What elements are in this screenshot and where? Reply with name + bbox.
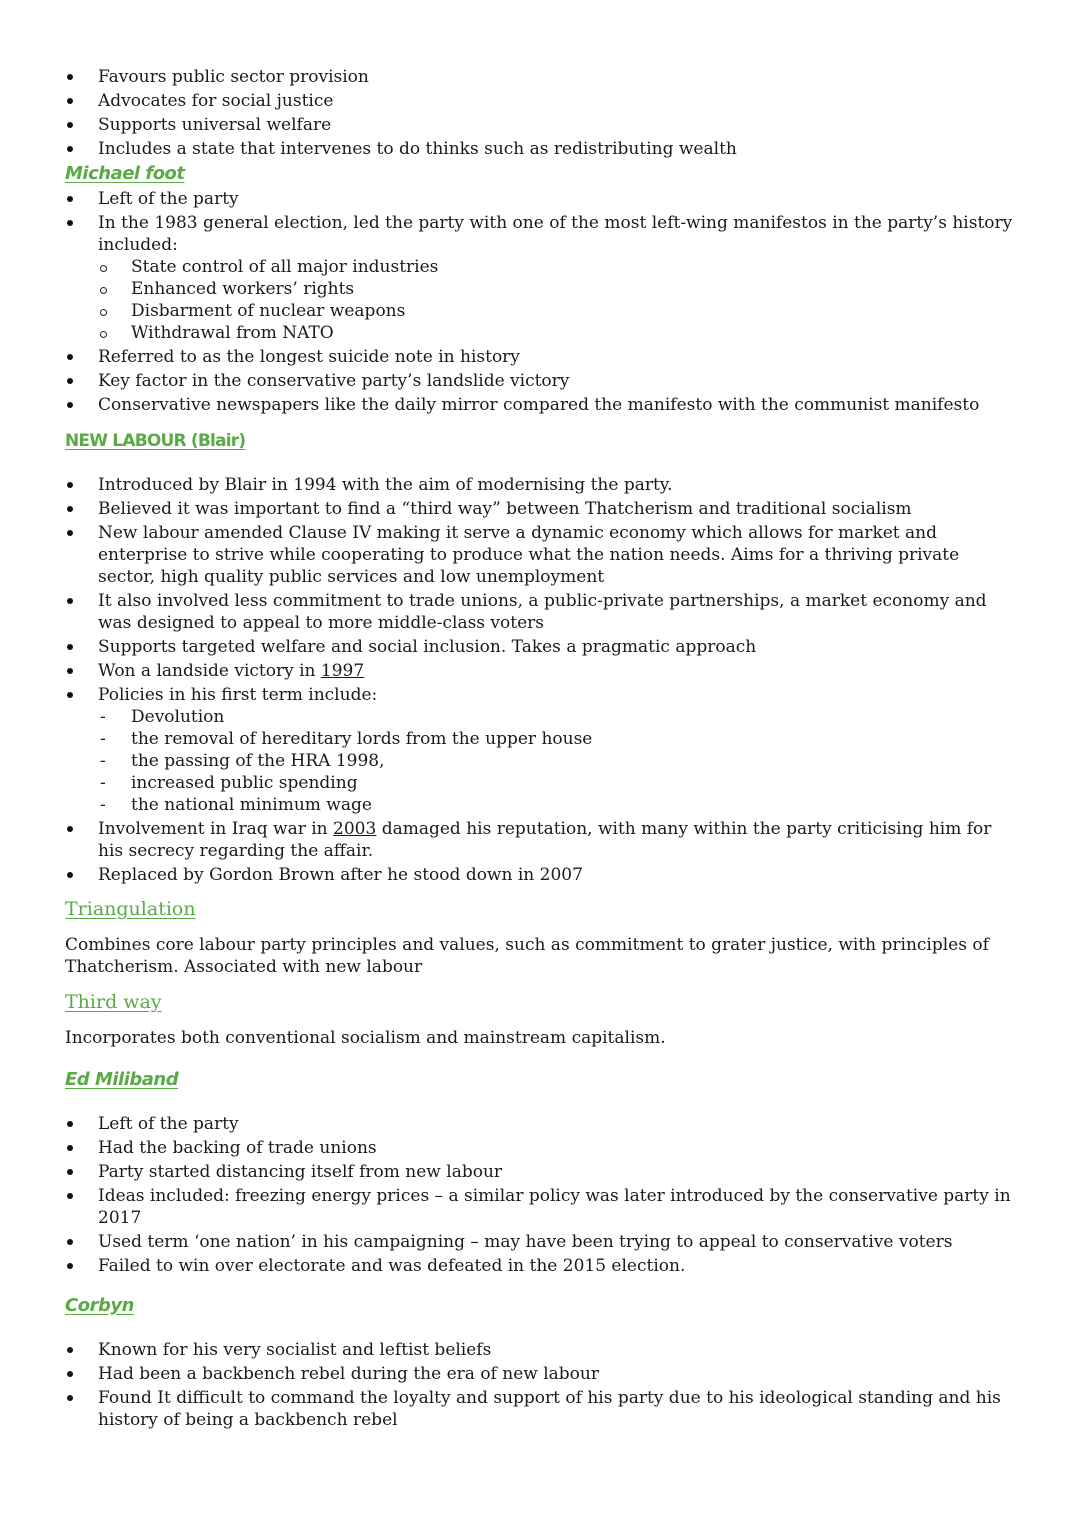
list-item-text: In the 1983 general election, led the party with one of the most left-wing manifestos in the party’s history included: (98, 213, 1013, 255)
intro-bullet-list (65, 66, 1020, 160)
third-way-text: Incorporates both conventional socialism and mainstream capitalism. (65, 1028, 666, 1048)
list-item-text: Policies in his first term include: (98, 685, 378, 705)
sub-list-item: Disbarment of nuclear weapons (98, 300, 1020, 322)
list-item: Found It difficult to command the loyalty and support of his party due to his ideological standing and his history of being a backbench rebel (65, 1387, 1020, 1431)
list-item: Used term ‘one nation’ in his campaigning – may have been trying to appeal to conservative voters (65, 1231, 1020, 1253)
list-item: Conservative newspapers like the daily mirror compared the manifesto with the communist manifesto (65, 394, 1020, 416)
list-item: Includes a state that intervenes to do thinks such as redistributing wealth (65, 138, 1020, 160)
list-item: Supports targeted welfare and social inclusion. Takes a pragmatic approach (65, 636, 1020, 658)
heading-corbyn: Corbyn (65, 1295, 134, 1316)
blair-policy-list (98, 706, 1020, 816)
sub-list-item: State control of all major industries (98, 256, 1020, 278)
list-item: Believed it was important to find a “third way” between Thatcherism and traditional socialism (65, 498, 1020, 520)
list-item (65, 684, 1020, 816)
sub-list-item: - the national minimum wage (98, 794, 1020, 816)
year-2003: 2003 (333, 819, 377, 839)
list-item: Ideas included: freezing energy prices – a similar policy was later introduced by the conservative party in 2017 (65, 1185, 1020, 1229)
year-1997: 1997 (320, 661, 365, 681)
list-item: New labour amended Clause IV making it serve a dynamic economy which allows for market and enterprise to strive while cooperating to produce what the nation needs. Aims for a thriving private sector, high quality public services and low unemployment (65, 522, 1020, 588)
foot-bullet-list (65, 188, 1020, 416)
sub-list-item: - the removal of hereditary lords from the upper house (98, 728, 1020, 750)
list-item: Advocates for social justice (65, 90, 1020, 112)
list-item: Known for his very socialist and leftist beliefs (65, 1339, 1020, 1361)
sub-list-item: - Devolution (98, 706, 1020, 728)
sub-list-item: Withdrawal from NATO (98, 322, 1020, 344)
sub-list-item: - the passing of the HRA 1998, (98, 750, 1020, 772)
heading-new-labour: NEW LABOUR (Blair) (65, 431, 246, 451)
list-item: Left of the party (65, 188, 1020, 210)
list-item: Favours public sector provision (65, 66, 1020, 88)
foot-sub-list (98, 256, 1020, 344)
list-item: Failed to win over electorate and was defeated in the 2015 election. (65, 1255, 1020, 1277)
sub-list-item: Enhanced workers’ rights (98, 278, 1020, 300)
list-item-text: damaged his reputation, with many within the party criticising him for his secrecy regarding the affair. (98, 819, 992, 861)
list-item (65, 660, 1020, 682)
list-item-text: Involvement in Iraq war in (98, 819, 334, 839)
blair-bullet-list (65, 474, 1020, 886)
list-item: Supports universal welfare (65, 114, 1020, 136)
list-item: Key factor in the conservative party’s landslide victory (65, 370, 1020, 392)
list-item: Left of the party (65, 1113, 1020, 1135)
list-item: Had been a backbench rebel during the era of new labour (65, 1363, 1020, 1385)
heading-triangulation: Triangulation (65, 898, 196, 920)
miliband-bullet-list (65, 1113, 1020, 1277)
list-item (65, 818, 1020, 862)
heading-ed-miliband: Ed Miliband (65, 1069, 179, 1090)
heading-third-way: Third way (65, 991, 162, 1013)
triangulation-text: Combines core labour party principles and values, such as commitment to grater justice, with principles of Thatcherism. Associated with new labour (65, 935, 989, 977)
corbyn-bullet-list (65, 1339, 1020, 1431)
list-item: Party started distancing itself from new labour (65, 1161, 1020, 1183)
list-item-text: Won a landside victory in (98, 661, 321, 681)
heading-michael-foot: Michael foot (65, 163, 185, 184)
list-item: Replaced by Gordon Brown after he stood down in 2007 (65, 864, 1020, 886)
list-item: Introduced by Blair in 1994 with the aim of modernising the party. (65, 474, 1020, 496)
list-item: Referred to as the longest suicide note in history (65, 346, 1020, 368)
list-item: It also involved less commitment to trade unions, a public-private partnerships, a market economy and was designed to appeal to more middle-class voters (65, 590, 1020, 634)
sub-list-item: - increased public spending (98, 772, 1020, 794)
list-item (65, 212, 1020, 344)
list-item: Had the backing of trade unions (65, 1137, 1020, 1159)
